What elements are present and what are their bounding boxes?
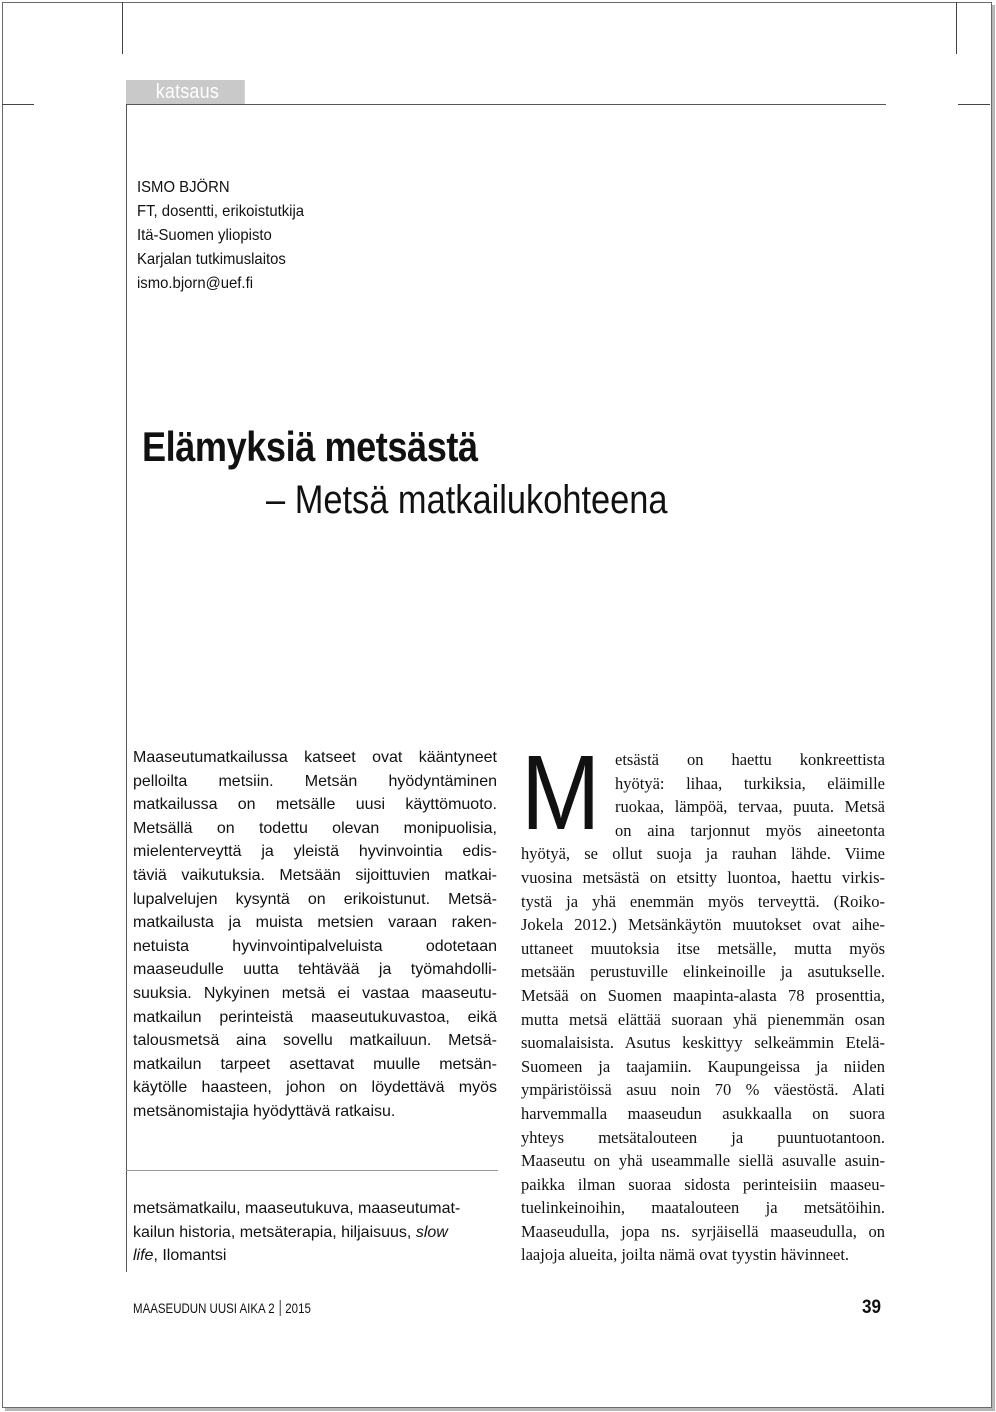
crop-mark-top-left-h (2, 104, 34, 105)
abstract-line: käytölle haasteen, johon on löydettävä myös (133, 1079, 497, 1097)
author-institute: Karjalan tutkimuslaitos (137, 251, 286, 268)
author-title: FT, dosentti, erikoistutkija (137, 203, 305, 220)
abstract-line: täviä vaikutuksia. Metsään sijoittuvien matkai- (133, 866, 497, 884)
keywords-italic: life (133, 1247, 154, 1265)
abstract-line: mielenterveyttä ja yleistä hyvinvointia edis- (133, 843, 497, 861)
body-line: yhteys metsätalouteen ja puuntuotantoon. (521, 1127, 885, 1147)
abstract-line: maaseudulle uutta tehtävää ja työmahdolli- (133, 961, 497, 979)
body-line: etsästä on haettu konkreettista (615, 750, 885, 769)
crop-mark-top-right-v (956, 2, 957, 54)
left-rule (126, 104, 127, 1272)
keywords-text: kailun historia, metsäterapia, hiljaisuus, (133, 1223, 412, 1241)
top-rule (126, 104, 886, 105)
journal-name: MAASEUDUN UUSI AIKA (133, 1300, 266, 1316)
author-university: Itä-Suomen yliopisto (137, 227, 272, 244)
issue-number: 2 (268, 1300, 275, 1316)
keywords-line: metsämatkailu, maaseutukuva, maaseutumat- (133, 1200, 461, 1217)
body-line: Jokela 2012.) Metsänkäytön muutokset ovat aihe- (521, 915, 885, 935)
body-line: ruokaa, lämpöä, tervaa, puuta. Metsä (615, 797, 885, 817)
body-line: Metsää on Suomen maapinta-alasta 78 prosenttia, (521, 985, 885, 1005)
page-number: 39 (862, 1297, 882, 1318)
keywords-line (133, 1244, 497, 1268)
body-line: mutta metsä elättää suoraan yhä pienemmän osan (521, 1009, 885, 1029)
footer-separator (280, 1300, 281, 1316)
body-line: uttaneet muutoksia itse metsälle, mutta myös (521, 938, 885, 958)
crop-mark-top-right-h (958, 104, 990, 105)
body-line: laajoja alueita, joilta nämä ovat tyystin hävinneet. (521, 1245, 850, 1265)
body-line: hyötyä, se ollut suoja ja rauhan lähde. Viime (521, 844, 885, 864)
author-name: ISMO BJÖRN (137, 179, 230, 196)
body-line: suomalaisista. Asutus keskittyy selkeämmin Etelä- (521, 1033, 885, 1053)
section-tab: katsaus (126, 80, 245, 105)
abstract-line: matkailun tarpeet asettavat muulle metsän- (133, 1055, 497, 1073)
abstract-line: lupalvelujen kysyntä on erikoistunut. Metsä- (133, 890, 497, 908)
body-line: harvemmalla maaseudun asukkaalla on suora (521, 1103, 885, 1123)
abstract-line: metsänomistajia hyödyttävä ratkaisu. (133, 1102, 396, 1120)
abstract-line: talousmetsä aina sovellu matkailuun. Metsä- (133, 1032, 497, 1050)
abstract-line: Maaseutumatkailussa katseet ovat kääntyneet (133, 749, 497, 766)
abstract (133, 746, 497, 1124)
body-line: hyötyä: lihaa, turkiksia, eläimille (615, 773, 885, 793)
body-line: vuosina metsästä on etsitty luontoa, haettu virkis- (521, 867, 885, 887)
body-line: Maaseutu on yhä useammalle siellä asuvalle asuin- (521, 1151, 885, 1171)
abstract-line: matkailusta ja muista metsien varaan raken- (133, 914, 497, 932)
drop-cap: M (521, 734, 601, 852)
keywords (133, 1197, 497, 1268)
body-line: ympäristöissä asuu noin 70 % väestöstä. Alati (521, 1080, 885, 1100)
abstract-line: suuksia. Nykyinen metsä ei vastaa maaseutu- (133, 984, 497, 1002)
body-line: on aina tarjonnut myös aineetonta (615, 820, 885, 840)
body-line: tuelinkeinoihin, maatalouteen ja metsätöihin. (521, 1198, 885, 1218)
abstract-line: Metsällä on todettu olevan monipuolisia, (133, 819, 497, 837)
abstract-line: netuista hyvinvointipalveluista odotetaan (133, 937, 497, 955)
author-email[interactable]: ismo.bjorn@uef.fi (137, 275, 254, 292)
body-line: tystä ja yhä enemmän myös terveyttä. (Roiko- (521, 891, 885, 911)
crop-mark-top-left-v (122, 2, 123, 54)
body-line: Maaseudulla, jopa ns. syrjäisellä maaseudulla, on (521, 1221, 885, 1241)
body-line: Suomeen ja taajamiin. Kaupungeissa ja niiden (521, 1056, 885, 1076)
abstract-line: pelloilta metsiin. Metsän hyödyntäminen (133, 772, 497, 790)
keywords-line (133, 1221, 497, 1245)
keywords-italic: slow (415, 1223, 448, 1241)
body-line: metsään perustuville elinkeinoille ja asutukselle. (521, 962, 885, 982)
body-line: paikka ilman suoraa sidosta perinteisiin maaseu- (521, 1174, 885, 1194)
keywords-rule (126, 1170, 498, 1171)
footer-journal (133, 1298, 311, 1318)
author-block (137, 176, 317, 296)
issue-year: 2015 (285, 1300, 311, 1316)
article-subtitle: – Metsä matkailukohteena (266, 478, 668, 522)
body-text (521, 748, 885, 1267)
article-title: Elämyksiä metsästä (142, 423, 478, 470)
keywords-text: , Ilomantsi (153, 1247, 227, 1265)
abstract-line: matkailussa on metsälle uusi käyttömuoto. (133, 796, 497, 814)
abstract-line: matkailun perinteistä maaseutukuvastoa, eikä (133, 1008, 497, 1026)
